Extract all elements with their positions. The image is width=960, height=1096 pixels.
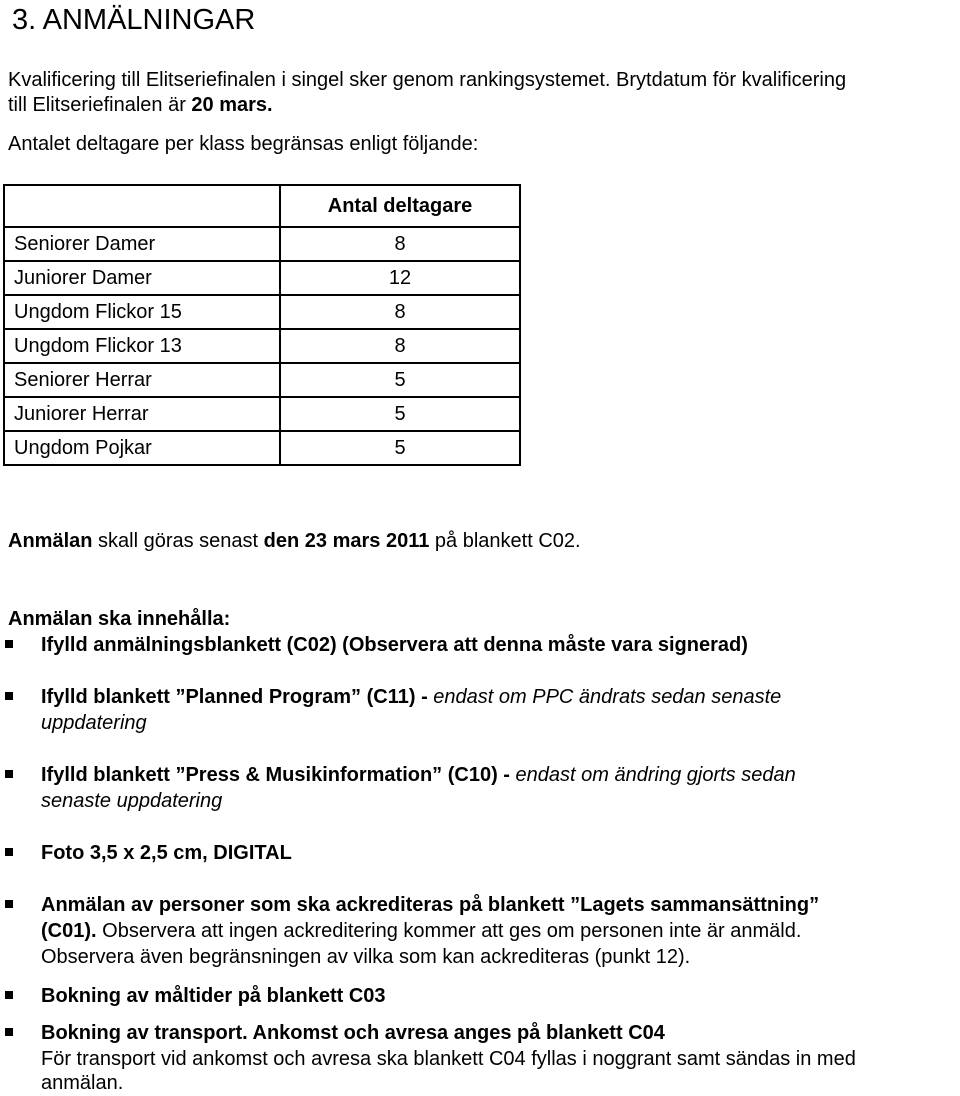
list-item-continuation bbox=[41, 944, 690, 970]
table-row bbox=[4, 295, 520, 329]
item1-text: Ifylld anmälningsblankett (C02) (Observera att denna måste vara signerad) bbox=[41, 634, 748, 656]
contents-heading-text: Anmälan ska innehålla: bbox=[8, 608, 231, 630]
list-item bbox=[41, 892, 819, 918]
list-item bbox=[41, 632, 748, 658]
item3-italic-b: senaste uppdatering bbox=[41, 790, 223, 812]
table-cell-klass: Juniorer Herrar bbox=[4, 397, 280, 431]
list-item bbox=[41, 762, 796, 788]
table-cell-antal: 12 bbox=[280, 261, 520, 295]
table-row bbox=[4, 329, 520, 363]
item3-italic-a: endast om ändring gjorts sedan bbox=[515, 764, 796, 786]
limit-text: Antalet deltagare per klass begränsas enligt följande: bbox=[8, 133, 479, 155]
item7-plain-b: anmälan. bbox=[41, 1072, 124, 1094]
table-row bbox=[4, 261, 520, 295]
table-row bbox=[4, 227, 520, 261]
item5-plain-b: Observera att ingen ackreditering kommer att ges om personen inte är anmäld. bbox=[96, 920, 802, 942]
bullet-icon bbox=[5, 692, 13, 700]
intro-line-1: Kvalificering till Elitseriefinalen i singel sker genom rankingsystemet. Brytdatum för kvalificering bbox=[8, 69, 847, 91]
intro-line-2-text: till Elitseriefinalen är bbox=[8, 94, 192, 116]
item2-italic-a: endast om PPC ändrats sedan senaste bbox=[433, 686, 782, 708]
cutoff-date: 20 mars. bbox=[191, 94, 273, 116]
table-cell-antal: 8 bbox=[280, 295, 520, 329]
item6-text: Bokning av måltider på blankett C03 bbox=[41, 985, 386, 1007]
table-row bbox=[4, 397, 520, 431]
list-item-continuation bbox=[41, 918, 801, 944]
table-cell-antal: 5 bbox=[280, 431, 520, 465]
list-item bbox=[41, 840, 292, 866]
section-heading: 3. ANMÄLNINGAR bbox=[12, 4, 256, 36]
bullet-icon bbox=[5, 848, 13, 856]
table-row bbox=[4, 363, 520, 397]
list-item bbox=[41, 1020, 665, 1046]
item2-italic-b: uppdatering bbox=[41, 712, 147, 734]
table-header-empty bbox=[4, 185, 280, 227]
item5-bold-b: (C01). bbox=[41, 920, 97, 942]
table-cell-antal: 8 bbox=[280, 227, 520, 261]
table-cell-klass: Juniorer Damer bbox=[4, 261, 280, 295]
list-item bbox=[41, 684, 781, 710]
table-cell-antal: 5 bbox=[280, 397, 520, 431]
table-cell-klass: Seniorer Herrar bbox=[4, 363, 280, 397]
list-item-continuation bbox=[41, 1046, 856, 1072]
table-cell-klass: Ungdom Pojkar bbox=[4, 431, 280, 465]
table-header-antal: Antal deltagare bbox=[280, 185, 520, 227]
table-cell-antal: 8 bbox=[280, 329, 520, 363]
deadline-text-1: skall göras senast bbox=[92, 530, 264, 552]
item2-bold: Ifylld blankett ”Planned Program” (C11) - bbox=[41, 686, 434, 708]
deadline-text bbox=[8, 529, 581, 554]
list-item-continuation bbox=[41, 710, 147, 736]
table-header-row bbox=[4, 185, 520, 227]
table-cell-klass: Ungdom Flickor 15 bbox=[4, 295, 280, 329]
intro-line-2 bbox=[8, 93, 273, 118]
item4-text: Foto 3,5 x 2,5 cm, DIGITAL bbox=[41, 842, 292, 864]
bullet-icon bbox=[5, 900, 13, 908]
item5-plain-c: Observera även begränsningen av vilka som kan ackrediteras (punkt 12). bbox=[41, 946, 691, 968]
list-item-continuation bbox=[41, 1070, 123, 1096]
participant-table bbox=[3, 184, 521, 466]
deadline-date: den 23 mars 2011 bbox=[263, 530, 430, 552]
bullet-icon bbox=[5, 770, 13, 778]
item7-plain-a: För transport vid ankomst och avresa ska blankett C04 fyllas i noggrant samt sändas in med bbox=[41, 1048, 856, 1070]
item7-bold: Bokning av transport. Ankomst och avresa anges på blankett C04 bbox=[41, 1022, 665, 1044]
table-cell-klass: Seniorer Damer bbox=[4, 227, 280, 261]
table-cell-antal: 5 bbox=[280, 363, 520, 397]
deadline-text-2: på blankett C02. bbox=[429, 530, 581, 552]
contents-heading bbox=[8, 607, 230, 632]
bullet-icon bbox=[5, 640, 13, 648]
list-item-continuation bbox=[41, 788, 222, 814]
item5-bold-a: Anmälan av personer som ska ackrediteras på blankett ”Lagets sammansättning” bbox=[41, 894, 820, 916]
bullet-icon bbox=[5, 991, 13, 999]
table-cell-klass: Ungdom Flickor 13 bbox=[4, 329, 280, 363]
list-item bbox=[41, 983, 386, 1009]
deadline-bold-1: Anmälan bbox=[8, 530, 93, 552]
item3-bold: Ifylld blankett ”Press & Musikinformation” (C10) - bbox=[41, 764, 516, 786]
table-row bbox=[4, 431, 520, 465]
bullet-icon bbox=[5, 1028, 13, 1036]
